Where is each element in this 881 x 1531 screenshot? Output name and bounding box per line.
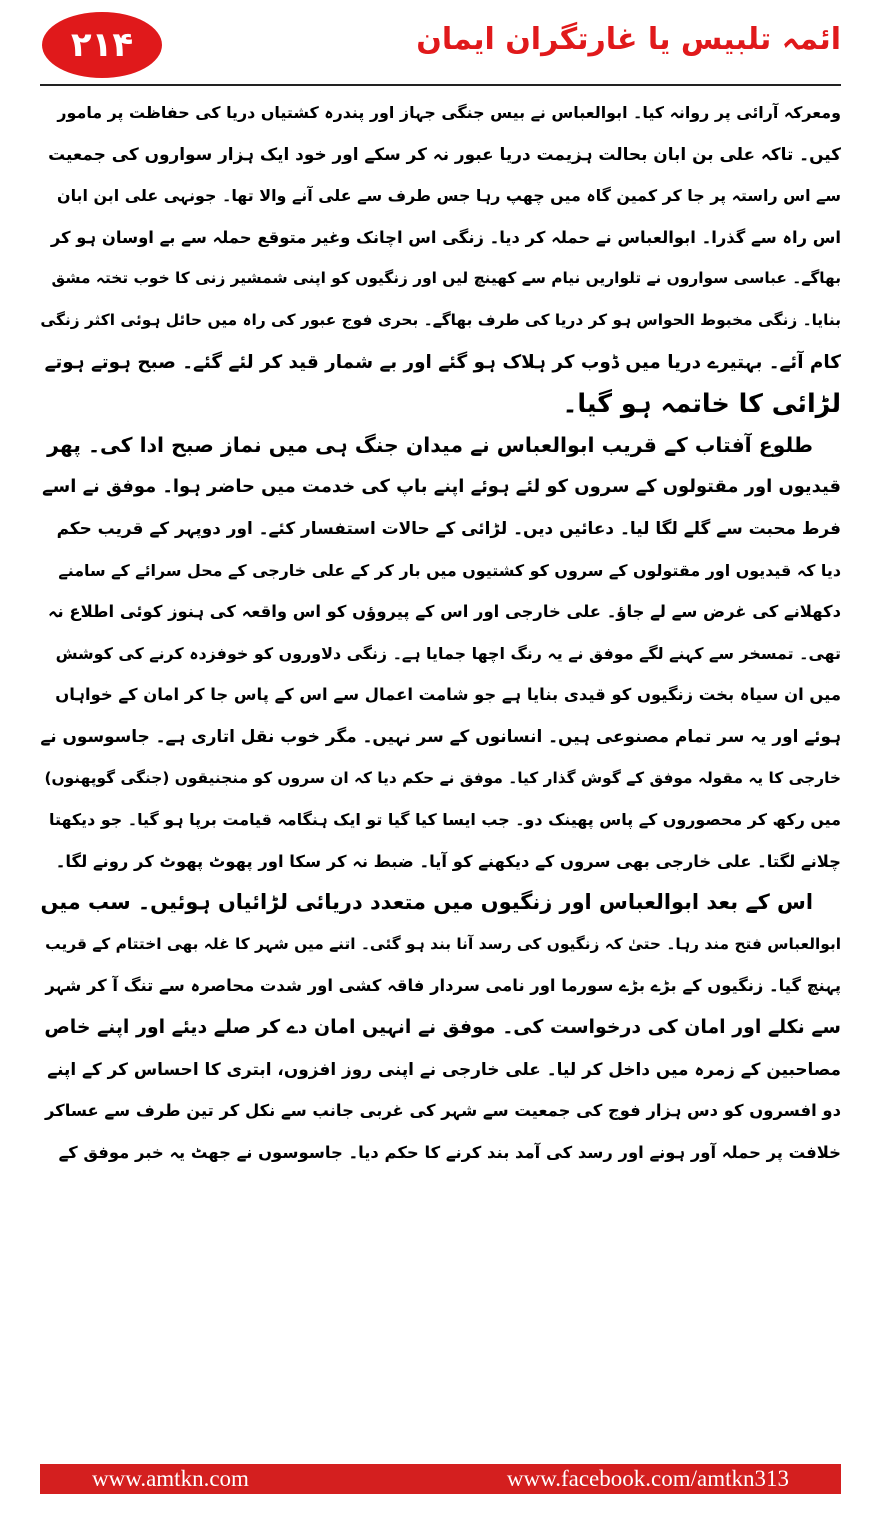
text-line: اس کے بعد ابوالعباس اور زنگیوں میں متعدد دریائی لڑائیاں ہوئیں۔ سب میں: [40, 890, 813, 915]
page-body: [40, 92, 841, 1173]
text-line: دکھلانے کی غرض سے لے جاؤ۔ علی خارجی اور اس کے پیروؤں کو اس واقعہ کی ہنوز کوئی اطلاع نہ: [47, 602, 841, 622]
text-line: میں ان سیاہ بخت زنگیوں کو قیدی بنایا ہے جو شامت اعمال سے اس کے پاس جا کر امان کے خواہاں: [55, 685, 841, 705]
text-line: تھی۔ تمسخر سے کہنے لگے موفق نے یہ رنگ اچھا جمایا ہے۔ زنگی دلاوروں کو خوفزدہ کرنے کی کوشش: [55, 643, 841, 663]
text-line: لڑائی کا خاتمہ ہو گیا۔: [562, 388, 841, 419]
text-line: فرط محبت سے گلے لگا لیا۔ دعائیں دیں۔ لڑائی کے حالات استفسار کئے۔ اور دوپہر کے قریب حکم: [56, 517, 841, 538]
website-link[interactable]: www.amtkn.com: [92, 1466, 249, 1491]
text-line: طلوع آفتاب کے قریب ابوالعباس نے میدان جنگ ہی میں نماز صبح ادا کی۔ پھر: [47, 432, 813, 457]
text-line: میں رکھ کر محصوروں کے پاس پھینک دو۔ جب ایسا کیا گیا تو ایک ہنگامہ قیامت برپا ہو گیا۔ جو دیکھتا: [48, 810, 841, 830]
text-line: پہنچ گیا۔ زنگیوں کے بڑے بڑے سورما اور نامی سردار فاقہ کشی اور شدت محاصرہ سے تنگ آ کر شہر: [45, 976, 841, 996]
header-divider: [40, 84, 841, 86]
text-line: بنایا۔ زنگی مخبوط الحواس ہو کر دریا کی طرف بھاگے۔ بحری فوج عبور کی راہ میں حائل ہوئی اکثر زنگی: [40, 310, 841, 329]
paragraph-2: [40, 425, 841, 883]
facebook-link[interactable]: www.facebook.com/amtkn313: [506, 1466, 789, 1491]
text-line: دیا کہ قیدیوں اور مقتولوں کے سروں کو کشتیوں میں بار کر کے علی خارجی کے محل سرائے کے سامنے: [58, 560, 841, 580]
text-line: ابوالعباس فتح مند رہا۔ حتیٰ کہ زنگیوں کی رسد آنا بند ہو گئی۔ اتنے میں شہر کا غلہ بھی اختتام کے قریب: [45, 934, 841, 953]
text-line: ہوئے اور یہ سر تمام مصنوعی ہیں۔ انسانوں کے سر نہیں۔ مگر خوب نقل اتاری ہے۔ جاسوسوں نے: [40, 725, 841, 746]
text-line: دو افسروں کو دس ہزار فوج کی جمعیت سے شہر کی غربی جانب سے نکل کر تین طرف سے عساکر: [44, 1101, 841, 1121]
paragraph-3: [40, 882, 841, 1173]
footer-bar: [40, 1464, 841, 1494]
paragraph-1: [40, 92, 841, 425]
text-line: ومعرکہ آرائی پر روانہ کیا۔ ابوالعباس نے بیس جنگی جہاز اور پندرہ کشتیاں دریا کی حفاظت پر مامور: [57, 103, 841, 122]
page-number: ۲۱۴: [70, 25, 134, 65]
page-number-badge: [42, 12, 162, 78]
book-title: ائمہ تلبیس یا غارتگران ایمان: [416, 22, 841, 57]
text-line: کیں۔ تاکہ علی بن ابان بحالت ہزیمت دریا عبور نہ کر سکے اور خود ایک ہزار سواروں کی جمعیت: [48, 143, 841, 164]
text-line: سے نکلے اور امان کی درخواست کی۔ موفق نے انہیں امان دے کر صلے دیئے اور اپنے خاص: [44, 1016, 841, 1039]
text-line: خلافت پر حملہ آور ہونے اور رسد کی آمد بند کرنے کا حکم دیا۔ جاسوسوں نے جھٹ یہ خبر موفق کے: [58, 1142, 841, 1162]
text-line: اس راہ سے گذرا۔ ابوالعباس نے حملہ کر دیا۔ زنگی اس اچانک وغیر متوقع حملہ سے بے اوسان ہو کر: [50, 227, 841, 247]
text-line: خارجی کا یہ مقولہ موفق کے گوش گذار کیا۔ موفق نے حکم دیا کہ ان سروں کو منجنیقوں (جنگی گوپھنوں): [44, 768, 841, 787]
text-line: کام آئے۔ بہتیرے دریا میں ڈوب کر ہلاک ہو گئے اور بے شمار قید کر لئے گئے۔ صبح ہوتے ہوتے: [44, 351, 841, 373]
text-line: بھاگے۔ عباسی سواروں نے تلواریں نیام سے کھینچ لیں اور زنگیوں کو اپنی شمشیر زنی کا خوب تختہ مشق: [51, 269, 841, 288]
text-line: چلانے لگتا۔ علی خارجی بھی سروں کے دیکھنے کو آیا۔ ضبط نہ کر سکا اور پھوٹ پھوٹ کر رونے لگا۔: [55, 851, 841, 871]
text-line: سے اس راستہ پر جا کر کمین گاہ میں چھپ رہا جس طرف سے علی آنے والا تھا۔ جونہی علی ابن ابان: [57, 186, 841, 206]
text-line: قیدیوں اور مقتولوں کے سروں کو لئے ہوئے اپنے باپ کی خدمت میں حاضر ہوا۔ موفق نے اسے: [42, 476, 841, 498]
text-line: مصاحبین کے زمرہ میں داخل کر لیا۔ علی خارجی نے اپنی روز افزوں، ابتری کا احساس کر کے اپنے: [47, 1058, 841, 1079]
